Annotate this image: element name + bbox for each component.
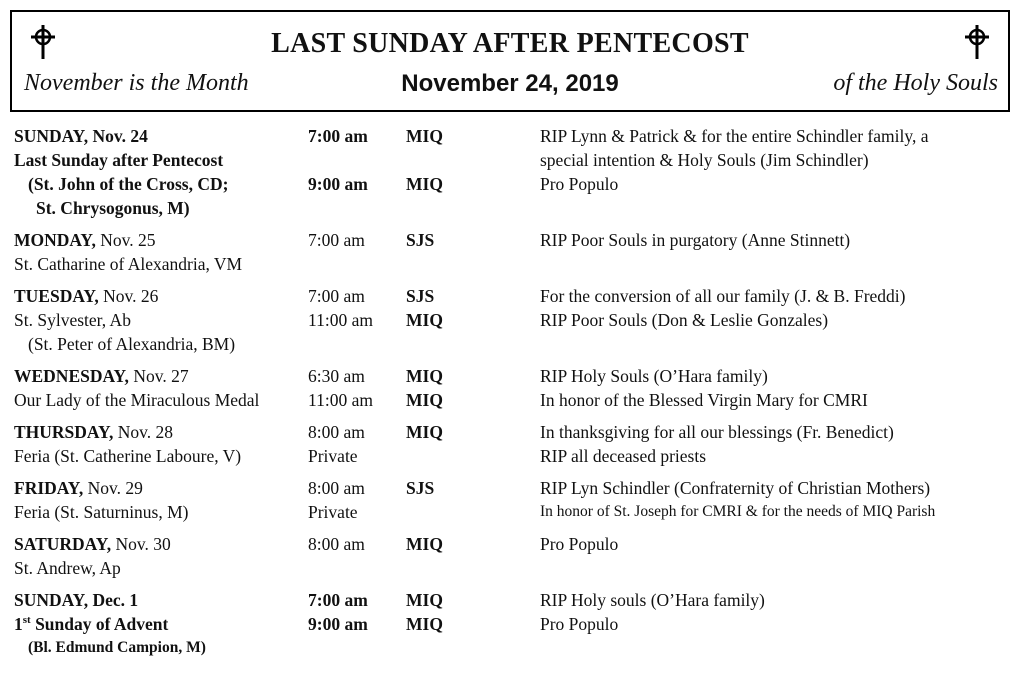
day-date: Nov. 30 <box>111 534 171 554</box>
mass-intention: For the conversion of all our family (J. & B. Freddi) <box>540 286 906 306</box>
day-friday-nov-29 <box>14 476 1014 524</box>
feast-commemoration: (St. Peter of Alexandria, BM) <box>28 334 236 354</box>
day-sunday-dec-1 <box>14 588 1014 660</box>
feast-name: Last Sunday after Pentecost <box>14 150 224 170</box>
month-note-left: November is the Month <box>24 70 249 96</box>
mass-time: 9:00 am <box>308 614 368 634</box>
mass-location: MIQ <box>406 366 443 386</box>
day-wednesday-nov-27 <box>14 364 1014 412</box>
mass-location: MIQ <box>406 126 443 146</box>
mass-time: 7:00 am <box>308 126 368 146</box>
day-name: SUNDAY, <box>14 126 89 146</box>
feast-commemoration: St. Chrysogonus, M) <box>36 198 190 218</box>
mass-time: 7:00 am <box>308 286 365 306</box>
month-note-right: of the Holy Souls <box>833 70 998 96</box>
day-sunday-nov-24 <box>14 124 1014 220</box>
mass-intention: RIP Holy Souls (O’Hara family) <box>540 366 768 386</box>
mass-intention: RIP Lyn Schindler (Confraternity of Christian Mothers) <box>540 478 931 498</box>
mass-time: 11:00 am <box>308 390 373 410</box>
mass-intention: special intention & Holy Souls (Jim Schindler) <box>540 150 869 170</box>
day-date: Nov. 28 <box>113 422 174 442</box>
mass-time: 8:00 am <box>308 534 365 554</box>
mass-intention: In thanksgiving for all our blessings (Fr. Benedict) <box>540 422 894 442</box>
day-date: Nov. 24 <box>88 126 148 146</box>
mass-time: Private <box>308 446 358 466</box>
mass-time: 8:00 am <box>308 422 365 442</box>
mass-intention: Pro Populo <box>540 174 619 194</box>
mass-time: 9:00 am <box>308 174 368 194</box>
feast-name: St. Sylvester, Ab <box>14 310 131 330</box>
mass-intention: RIP Lynn & Patrick & for the entire Schindler family, a <box>540 126 929 146</box>
mass-intention: Pro Populo <box>540 614 619 634</box>
mass-location: MIQ <box>406 534 443 554</box>
mass-location: MIQ <box>406 590 443 610</box>
mass-location: SJS <box>406 230 435 250</box>
mass-time: 11:00 am <box>308 310 373 330</box>
feast-name: 1st Sunday of Advent <box>14 614 169 634</box>
mass-time: Private <box>308 502 358 522</box>
day-date: Nov. 26 <box>98 286 159 306</box>
mass-location: MIQ <box>406 390 443 410</box>
mass-location: MIQ <box>406 614 443 634</box>
day-saturday-nov-30 <box>14 532 1014 580</box>
mass-intention: RIP Holy souls (O’Hara family) <box>540 590 765 610</box>
page-title: LAST SUNDAY AFTER PENTECOST <box>271 28 749 59</box>
day-name: SATURDAY, <box>14 534 112 554</box>
feast-commemoration: (St. John of the Cross, CD; <box>28 174 229 194</box>
day-tuesday-nov-26 <box>14 284 1014 356</box>
mass-time: 7:00 am <box>308 230 365 250</box>
mass-intention: RIP all deceased priests <box>540 446 707 466</box>
mass-time: 7:00 am <box>308 590 368 610</box>
feast-name: Our Lady of the Miraculous Medal <box>14 390 260 410</box>
day-name: WEDNESDAY, <box>14 366 129 386</box>
mass-intention: Pro Populo <box>540 534 619 554</box>
day-name: TUESDAY, <box>14 286 99 306</box>
mass-time: 6:30 am <box>308 366 365 386</box>
mass-location: MIQ <box>406 422 443 442</box>
day-name: FRIDAY, <box>14 478 84 498</box>
day-date: Nov. 25 <box>95 230 156 250</box>
mass-location: SJS <box>406 286 435 306</box>
day-date: Nov. 27 <box>128 366 189 386</box>
bulletin-header <box>10 10 1010 112</box>
mass-intention: RIP Poor Souls (Don & Leslie Gonzales) <box>540 310 829 330</box>
feast-commemoration: (Bl. Edmund Campion, M) <box>28 639 206 656</box>
day-name: SUNDAY, Dec. 1 <box>14 590 139 610</box>
mass-intention: In honor of St. Joseph for CMRI & for the needs of MIQ Parish <box>540 503 936 520</box>
mass-time: 8:00 am <box>308 478 365 498</box>
day-name: MONDAY, <box>14 230 96 250</box>
mass-location: SJS <box>406 478 435 498</box>
day-name: THURSDAY, <box>14 422 114 442</box>
day-monday-nov-25 <box>14 228 1014 276</box>
mass-location: MIQ <box>406 174 443 194</box>
feast-name: St. Andrew, Ap <box>14 558 121 578</box>
day-thursday-nov-28 <box>14 420 1014 468</box>
day-date: Nov. 29 <box>83 478 143 498</box>
mass-intention: In honor of the Blessed Virgin Mary for CMRI <box>540 390 868 410</box>
mass-schedule <box>14 124 1014 668</box>
bulletin-date: November 24, 2019 <box>401 70 619 97</box>
feast-name: Feria (St. Saturninus, M) <box>14 502 189 522</box>
mass-location: MIQ <box>406 310 443 330</box>
feast-name: Feria (St. Catherine Laboure, V) <box>14 446 242 466</box>
mass-intention: RIP Poor Souls in purgatory (Anne Stinnett) <box>540 230 851 250</box>
feast-name: St. Catharine of Alexandria, VM <box>14 254 243 274</box>
